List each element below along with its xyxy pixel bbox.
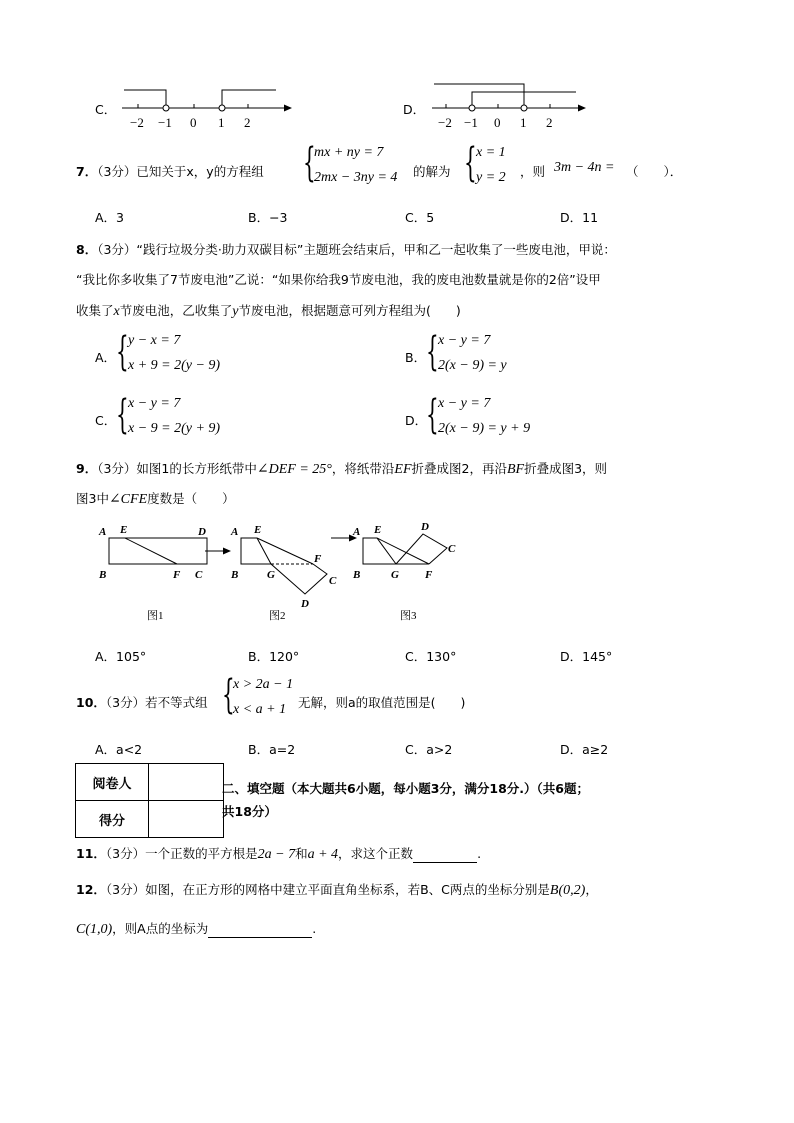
question-number: 11． — [76, 846, 106, 861]
score-label: 得分 — [76, 801, 149, 838]
point-label: A — [99, 526, 107, 538]
question-10 — [76, 693, 208, 711]
option-d: D．a≥2 — [560, 742, 609, 757]
tick-label: −2 — [438, 115, 452, 130]
question-text: 的解为 — [413, 164, 451, 179]
brace-icon: { — [303, 140, 316, 186]
answer-blank[interactable] — [208, 923, 312, 938]
question-number: 10． — [76, 695, 106, 710]
option-c: C．130° — [405, 649, 457, 664]
point-label: F — [314, 553, 322, 565]
equation: mx + ny = 7 — [314, 145, 384, 160]
expression: 3m − 4n = — [554, 160, 615, 175]
point-label: C — [448, 543, 456, 555]
option-b: B． — [405, 350, 427, 365]
figure-1 — [98, 524, 207, 581]
question-score: （3分） — [105, 846, 146, 861]
option-d: D．145° — [560, 649, 613, 664]
question-12: 12．（3分）如图，在正方形的网格中建立平面直角坐标系，若B、C两点的坐标分别是B(0,2)， — [76, 882, 598, 898]
figure-caption: 图2 — [269, 610, 286, 622]
option-a: A．a<2 — [95, 742, 143, 757]
option-b: B．120° — [248, 649, 300, 664]
section-title-cont: 共18分） — [222, 804, 277, 819]
brace-icon: { — [426, 392, 439, 438]
equation: x − 9 = 2(y + 9) — [128, 421, 221, 436]
arrow-icon — [223, 548, 231, 555]
option-d: D． — [405, 413, 428, 428]
question-number: 12． — [76, 882, 106, 897]
question-number: 9． — [76, 461, 98, 476]
question-text: C(1,0)，则A点的坐标为 . — [76, 921, 317, 937]
equation: y − x = 7 — [128, 333, 181, 348]
option-b: B．a=2 — [248, 742, 296, 757]
score-cell[interactable] — [149, 801, 224, 838]
tick-label: 1 — [520, 115, 527, 130]
equation: x + 9 = 2(y − 9) — [128, 358, 221, 373]
question-text: 图3中∠CFE度数是（ ） — [76, 491, 235, 507]
option-b: B．−3 — [248, 210, 288, 225]
figure-2 — [230, 524, 337, 610]
equation: x − y = 7 — [438, 333, 491, 348]
equation: y = 2 — [476, 170, 506, 185]
reviewer-cell[interactable] — [149, 764, 224, 801]
question-8 — [76, 240, 616, 258]
point-label: B — [353, 569, 361, 581]
question-score: （3分） — [97, 242, 137, 257]
brace-icon: { — [426, 329, 439, 375]
figure-caption: 图3 — [400, 610, 417, 622]
question-text: 若不等式组 — [145, 695, 208, 710]
reviewer-label: 阅卷人 — [76, 764, 149, 801]
point-label: E — [120, 524, 128, 536]
inequality: x > 2a − 1 — [233, 677, 294, 692]
option-a: A．3 — [95, 210, 125, 225]
option-c: C．a>2 — [405, 742, 453, 757]
equation: x − y = 7 — [128, 396, 181, 411]
section-title: 二、填空题（本大题共6小题，每小题3分，满分18分.）（共6题； — [222, 781, 589, 796]
question-score: （3分） — [97, 164, 137, 179]
inequality: x < a + 1 — [233, 702, 287, 717]
question-score: （3分） — [105, 695, 146, 710]
point-label: G — [391, 569, 399, 581]
question-text: ，则 — [520, 164, 546, 179]
answer-paren: （ ）． — [626, 164, 683, 179]
equation: 2mx − 3ny = 4 — [314, 170, 398, 185]
point-label: B — [99, 569, 107, 581]
question-score: （3分） — [105, 882, 146, 897]
option-a: A． — [95, 350, 117, 365]
point-label: C — [329, 575, 337, 587]
brace-icon: { — [116, 392, 129, 438]
tick-label: 0 — [494, 115, 501, 130]
question-9: 9．（3分）如图1的长方形纸带中∠DEF = 25°，将纸带沿EF折叠成图2，再沿BF折叠成图3，则 — [76, 461, 608, 477]
question-number: 8． — [76, 242, 98, 257]
point-label: D — [198, 526, 206, 538]
question-text: 收集了x节废电池，乙收集了y节废电池，根据题意可列方程组为( ) — [76, 303, 461, 319]
question-text: 无解，则a的取值范围是( ) — [298, 695, 466, 710]
point-label: E — [374, 524, 382, 536]
tick-label: 0 — [190, 115, 197, 130]
question-7 — [76, 162, 264, 180]
point-label: E — [254, 524, 262, 536]
equation: x − y = 7 — [438, 396, 491, 411]
brace-icon: { — [222, 672, 235, 718]
number-line-d — [426, 80, 596, 132]
figure-3 — [352, 521, 456, 581]
point-label: D — [421, 521, 429, 533]
tick-label: −2 — [130, 115, 144, 130]
option-d-label: D． — [403, 102, 426, 117]
tick-label: −1 — [158, 115, 172, 130]
point-label: A — [231, 526, 239, 538]
option-a: A．105° — [95, 649, 147, 664]
number-line-c — [118, 80, 298, 132]
point-label: F — [173, 569, 181, 581]
point-label: G — [267, 569, 275, 581]
point-label: C — [195, 569, 203, 581]
option-c-label: C． — [95, 102, 117, 117]
equation: 2(x − 9) = y + 9 — [438, 421, 531, 436]
equation: x = 1 — [476, 145, 506, 160]
question-text: 已知关于x，y的方程组 — [136, 164, 264, 179]
tick-label: −1 — [464, 115, 478, 130]
point-label: B — [231, 569, 239, 581]
tick-label: 2 — [244, 115, 251, 130]
equation: 2(x − 9) = y — [438, 358, 507, 373]
question-text: “践行垃圾分类·助力双碳目标”主题班会结束后，甲和乙一起收集了一些废电池，甲说： — [136, 242, 616, 257]
folding-figures — [95, 518, 475, 628]
question-score: （3分） — [97, 461, 137, 476]
tick-label: 1 — [218, 115, 225, 130]
question-number: 7． — [76, 164, 98, 179]
score-table — [75, 763, 224, 838]
answer-blank[interactable] — [413, 848, 477, 863]
figure-caption: 图1 — [147, 610, 164, 622]
point-label: F — [425, 569, 433, 581]
point-label: D — [301, 598, 309, 610]
brace-icon: { — [464, 140, 477, 186]
point-label: A — [353, 526, 361, 538]
option-d: D．11 — [560, 210, 599, 225]
brace-icon: { — [116, 329, 129, 375]
option-c: C．5 — [405, 210, 435, 225]
question-11: 11．（3分）一个正数的平方根是2a − 7和a + 4，求这个正数 . — [76, 846, 482, 862]
question-text: “我比你多收集了7节废电池”乙说：“如果你给我9节废电池，我的废电池数量就是你的2倍”设甲 — [76, 272, 601, 287]
tick-label: 2 — [546, 115, 553, 130]
option-c: C． — [95, 413, 117, 428]
